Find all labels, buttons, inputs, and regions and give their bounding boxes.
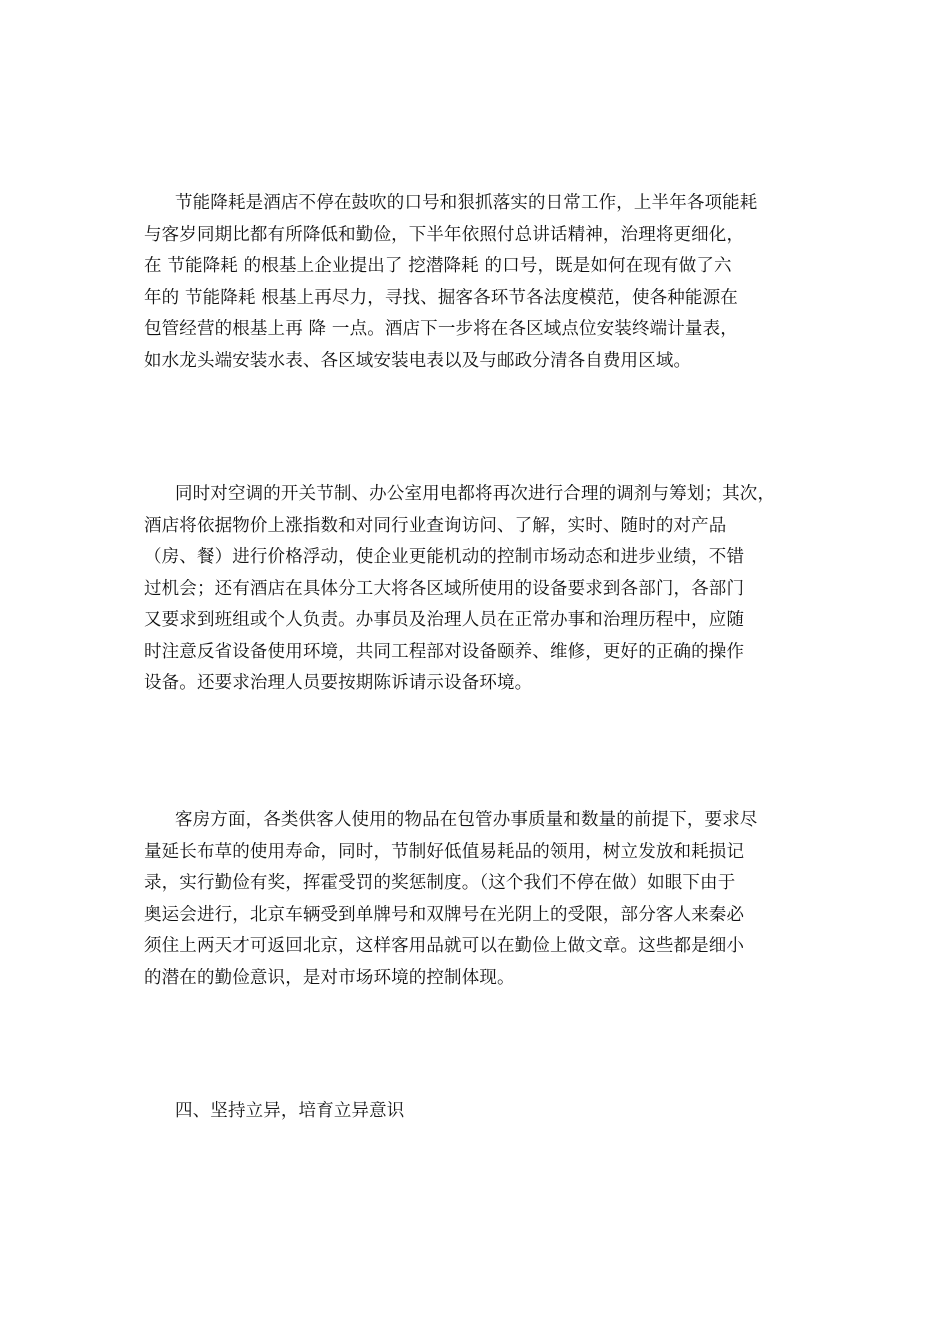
paragraph-energy-saving	[144, 188, 834, 377]
text-line: 的潜在的勤俭意识，是对市场环境的控制体现。	[144, 967, 515, 988]
heading-line: 四、坚持立异，培育立异意识	[175, 1101, 405, 1121]
text-line: 酒店将依据物价上涨指数和对同行业查询访问、了解，实时、随时的对产品	[144, 515, 727, 536]
text-line: 在 节能降耗 的根基上企业提出了 挖潜降耗 的口号，既是如何在现有做了六	[144, 256, 732, 276]
text-line: 又要求到班组或个人负责。办事员及治理人员在正常办事和治理历程中，应随	[144, 610, 745, 630]
text-line: （房、餐）进行价格浮动，使企业更能机动的控制市场动态和进步业绩，不错	[144, 547, 745, 567]
text-line: 录，实行勤俭有奖，挥霍受罚的奖惩制度。（这个我们不停在做）如眼下由于	[144, 873, 736, 893]
text-line: 与客岁同期比都有所降低和勤俭，下半年依照付总讲话精神，治理将更细化，	[144, 224, 745, 245]
text-line: 奥运会进行，北京车辆受到单牌号和双牌号在光阴上的受限，部分客人来秦必	[144, 904, 745, 925]
paragraph-guest-rooms	[144, 805, 834, 994]
text-line: 量延长布草的使用寿命，同时，节制好低值易耗品的领用，树立发放和耗损记	[144, 841, 745, 862]
paragraph-equipment-management	[144, 479, 834, 700]
text-line: 须住上两天才可返回北京，这样客用品就可以在勤俭上做文章。这些都是细小	[144, 936, 745, 956]
text-line: 如水龙头端安装水表、各区域安装电表以及与邮政分清各自费用区域。	[144, 350, 692, 371]
text-line: 节能降耗是酒店不停在鼓吹的口号和狠抓落实的日常工作，上半年各项能耗	[175, 193, 758, 213]
text-line: 同时对空调的开关节制、办公室用电都将再次进行合理的调剂与筹划；其次，	[175, 484, 776, 504]
text-line: 设备。还要求治理人员要按期陈诉请示设备环境。	[144, 673, 533, 693]
text-line: 客房方面，各类供客人使用的物品在包管办事质量和数量的前提下，要求尽	[175, 810, 758, 830]
text-line: 时注意反省设备使用环境，共同工程部对设备颐养、维修，更好的正确的操作	[144, 641, 745, 662]
text-line: 过机会；还有酒店在具体分工大将各区域所使用的设备要求到各部门，各部门	[144, 578, 745, 599]
text-line: 年的 节能降耗 根基上再尽力，寻找、掘客各环节各法度模范，使各种能源在	[144, 287, 738, 308]
text-line: 包管经营的根基上再 降 一点。酒店下一步将在各区域点位安装终端计量表，	[144, 319, 738, 339]
section-heading	[144, 1096, 834, 1128]
